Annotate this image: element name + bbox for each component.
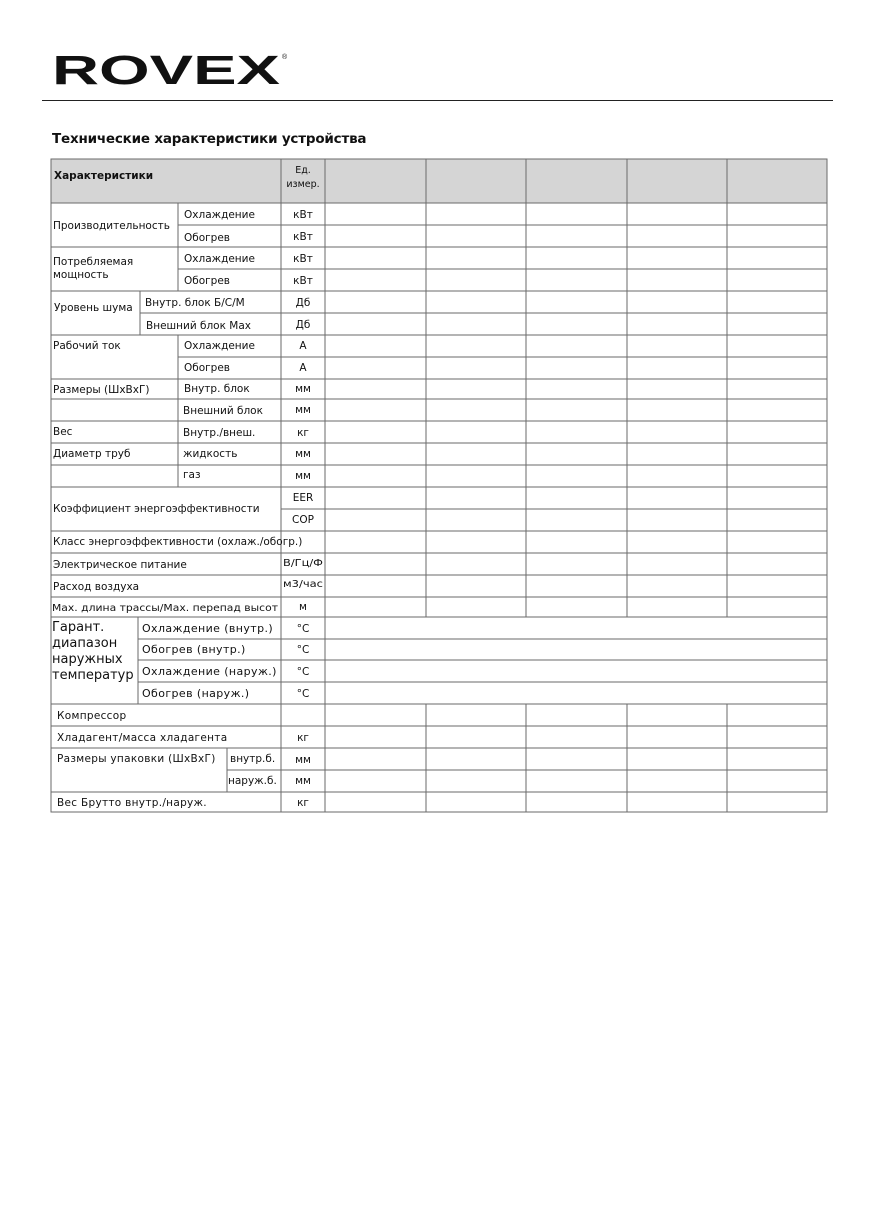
row-pipe-length: Max. длина трассы/Max. перепад высот [52, 603, 279, 614]
sub-current-cooling: Охлаждение [184, 340, 255, 352]
unit-refrigerant: кг [297, 732, 309, 744]
sub-pack-outdoor: наруж.б. [228, 775, 277, 787]
table-grid [51, 159, 827, 812]
unit-dim-in: мм [295, 383, 311, 395]
sub-guarantee-heat-in: Обогрев (внутр.) [142, 643, 246, 656]
header-unit-line2: измер. [286, 179, 320, 190]
row-energy-class: Класс энергоэффективности (охлаж./обогр.) [53, 536, 303, 548]
sub-dim-indoor: Внутр. блок [184, 383, 250, 395]
row-power-line1: Потребляемая [53, 256, 134, 268]
unit-power-cool: кВт [293, 253, 313, 265]
unit-current-cool: А [299, 340, 307, 352]
header-characteristics: Характеристики [54, 170, 154, 182]
unit-g-heat-in: °С [296, 644, 310, 656]
sub-noise-outdoor: Внешний блок Max [146, 320, 251, 332]
unit-noise-out: Дб [295, 319, 311, 331]
row-pack-size: Размеры упаковки (ШхВхГ) [57, 753, 216, 765]
sub-current-heating: Обогрев [184, 362, 230, 374]
section-title: Технические характеристики устройства [52, 131, 367, 147]
unit-weight: кг [297, 427, 309, 439]
row-current: Рабочий ток [53, 340, 121, 352]
unit-pipe-length: м [299, 601, 307, 613]
unit-pipe-liquid: мм [295, 448, 311, 460]
row-capacity: Производительность [53, 220, 170, 232]
unit-capacity-cool: кВт [293, 209, 313, 221]
unit-power-supply: В/Гц/Ф [283, 558, 324, 569]
unit-airflow: м3/час [283, 579, 323, 590]
unit-gross-weight: кг [297, 797, 309, 809]
unit-pack-in: мм [295, 754, 311, 766]
unit-g-heat-out: °С [296, 688, 310, 700]
row-guarantee-line1: Гарант. [52, 620, 105, 635]
sub-capacity-cooling: Охлаждение [184, 209, 255, 221]
unit-g-cool-out: °С [296, 666, 310, 678]
sub-weight-io: Внутр./внеш. [183, 427, 256, 439]
sub-pack-indoor: внутр.б. [230, 753, 276, 765]
unit-cop: COP [292, 514, 314, 526]
table-header-bg [51, 159, 827, 203]
sub-dim-outdoor: Внешний блок [183, 405, 263, 417]
row-gross-weight: Вес Брутто внутр./наруж. [57, 797, 207, 809]
unit-pipe-gas: мм [295, 470, 311, 482]
sub-power-heating: Обогрев [184, 275, 230, 287]
row-guarantee-line3: наружных [52, 652, 123, 667]
unit-current-heat: А [299, 362, 307, 374]
row-weight: Вес [53, 426, 73, 438]
unit-power-heat: кВт [293, 275, 313, 287]
registered-mark: ® [282, 54, 288, 61]
unit-dim-out: мм [295, 404, 311, 416]
sub-guarantee-heat-out: Обогрев (наруж.) [142, 687, 250, 700]
unit-g-cool-in: °С [296, 623, 310, 635]
row-power-line2: мощность [53, 269, 109, 281]
row-airflow: Расход воздуха [53, 581, 140, 593]
row-refrigerant: Хладагент/масса хладагента [57, 732, 228, 744]
sub-guarantee-cool-in: Охлаждение (внутр.) [142, 622, 274, 635]
row-noise: Уровень шума [54, 302, 133, 314]
unit-capacity-heat: кВт [293, 231, 313, 243]
header-unit-line1: Ед. [295, 165, 311, 176]
row-efficiency-coef: Коэффициент энергоэффективности [53, 503, 260, 515]
row-compressor: Компрессор [57, 710, 127, 722]
unit-noise-in: Дб [295, 297, 311, 309]
row-guarantee-line2: диапазон [52, 636, 118, 651]
sub-power-cooling: Охлаждение [184, 253, 255, 265]
row-guarantee-line4: температур [52, 668, 134, 683]
sub-noise-indoor: Внутр. блок Б/С/М [145, 297, 245, 309]
row-power-supply: Электрическое питание [53, 559, 187, 571]
unit-pack-out: мм [295, 775, 311, 787]
sub-pipe-gas: газ [183, 469, 201, 481]
row-dimensions: Размеры (ШхВхГ) [53, 384, 150, 396]
unit-eer: EER [292, 492, 314, 504]
brand-name: ROVEX [52, 50, 280, 92]
row-pipe-diameter: Диаметр труб [53, 448, 131, 460]
sub-pipe-liquid: жидкость [183, 448, 238, 460]
sub-capacity-heating: Обогрев [184, 232, 230, 244]
sub-guarantee-cool-out: Охлаждение (наруж.) [142, 665, 277, 678]
